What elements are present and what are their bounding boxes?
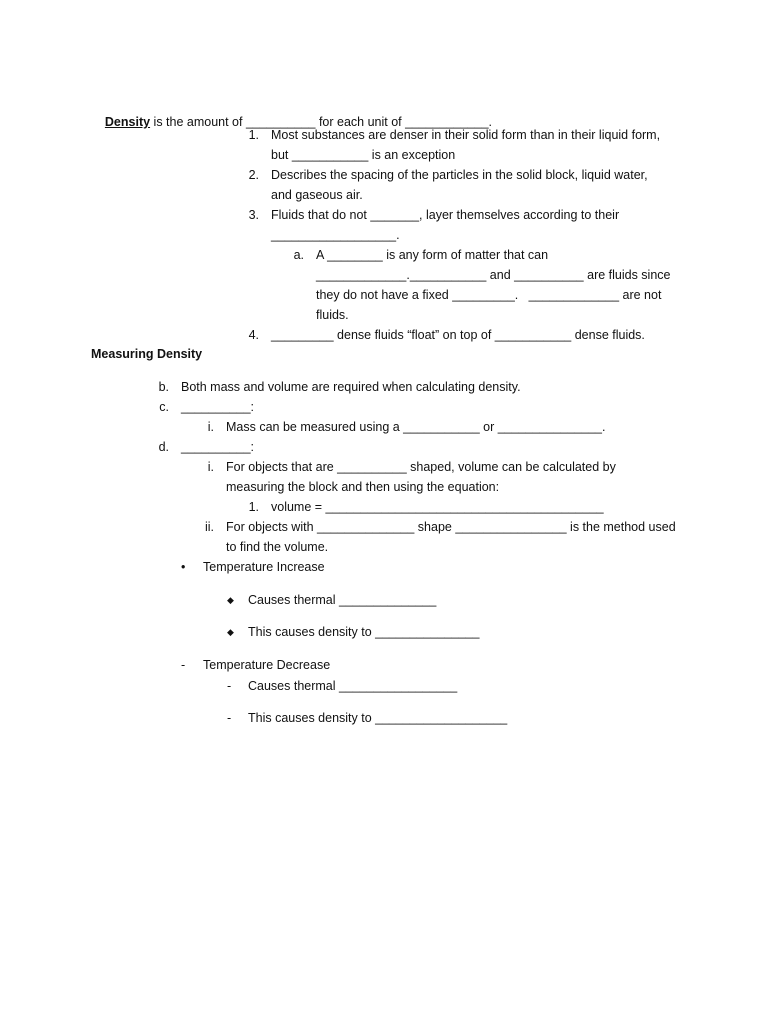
list1-item4-marker: 4. <box>248 328 259 342</box>
list2-d-ii-line2: to find the volume. <box>226 540 329 554</box>
list2-d-ii-line1: For objects with ______________ shape ________________ is the method used <box>226 520 676 534</box>
list2-c-text: __________: <box>181 400 254 414</box>
list2-d-i-line1: For objects that are __________ shaped, volume can be calculated by <box>226 460 616 474</box>
temp-decrease-item1: Causes thermal _________________ <box>248 679 458 693</box>
list2-b-marker: b. <box>158 380 169 394</box>
list1-item1-line2: but ___________ is an exception <box>271 148 456 162</box>
list2-d-ii-marker: ii. <box>204 520 214 534</box>
list1-item2-line2: and gaseous air. <box>271 188 363 202</box>
list2-d-text: __________: <box>181 440 254 454</box>
list1-item3-marker: 3. <box>248 208 259 222</box>
temp-increase-item1: Causes thermal ______________ <box>248 593 437 607</box>
intro-line <box>91 92 492 129</box>
list2-d-i-marker: i. <box>207 460 214 474</box>
list2-c-marker: c. <box>159 400 169 414</box>
list2-d-i-1-marker: 1. <box>248 500 259 514</box>
list1-item3-line2: __________________. <box>271 228 400 242</box>
diamond-bullet-icon: ◆ <box>227 595 234 605</box>
dash-bullet-icon: - <box>227 679 232 693</box>
temp-decrease-item2: This causes density to ___________________ <box>248 711 508 725</box>
density-term: Density <box>104 115 151 129</box>
diamond-bullet-icon: ◆ <box>227 627 234 637</box>
list1-sub-a-line4: fluids. <box>316 308 349 322</box>
list2-c-i-marker: i. <box>207 420 214 434</box>
list2-d-marker: d. <box>158 440 169 454</box>
dash-bullet-icon: - <box>227 711 232 725</box>
list1-sub-a-line3: they do not have a fixed _________. _____________ are not <box>316 288 662 302</box>
intro-rest: is the amount of __________ for each unit of ____________. <box>150 115 492 129</box>
temp-increase-bullet: • <box>181 560 186 574</box>
list1-item1-marker: 1. <box>248 128 259 142</box>
list1-sub-a-line1: A ________ is any form of matter that can <box>316 248 549 262</box>
temp-decrease-label: Temperature Decrease <box>203 658 331 672</box>
list1-sub-a-line2: _____________.___________ and __________ are fluids since <box>316 268 671 282</box>
list1-sub-a-marker: a. <box>293 248 304 262</box>
list2-b-text: Both mass and volume are required when calculating density. <box>181 380 521 394</box>
measuring-density-heading: Measuring Density <box>91 347 203 361</box>
list1-item2-marker: 2. <box>248 168 259 182</box>
volume-equation-line: volume = ________________________________________ <box>271 500 604 514</box>
list1-item4-line1: _________ dense fluids “float” on top of ___________ dense fluids. <box>271 328 645 342</box>
temp-increase-item2: This causes density to _______________ <box>248 625 480 639</box>
list2-d-i-line2: measuring the block and then using the equation: <box>226 480 500 494</box>
temp-increase-label: Temperature Increase <box>203 560 325 574</box>
list1-item3-line1: Fluids that do not _______, layer themselves according to their <box>271 208 620 222</box>
list1-item2-line1: Describes the spacing of the particles in the solid block, liquid water, <box>271 168 648 182</box>
list2-c-i-text: Mass can be measured using a ___________ or _______________. <box>226 420 606 434</box>
list1-item1-line1: Most substances are denser in their solid form than in their liquid form, <box>271 128 661 142</box>
temp-decrease-bullet: - <box>181 658 186 672</box>
